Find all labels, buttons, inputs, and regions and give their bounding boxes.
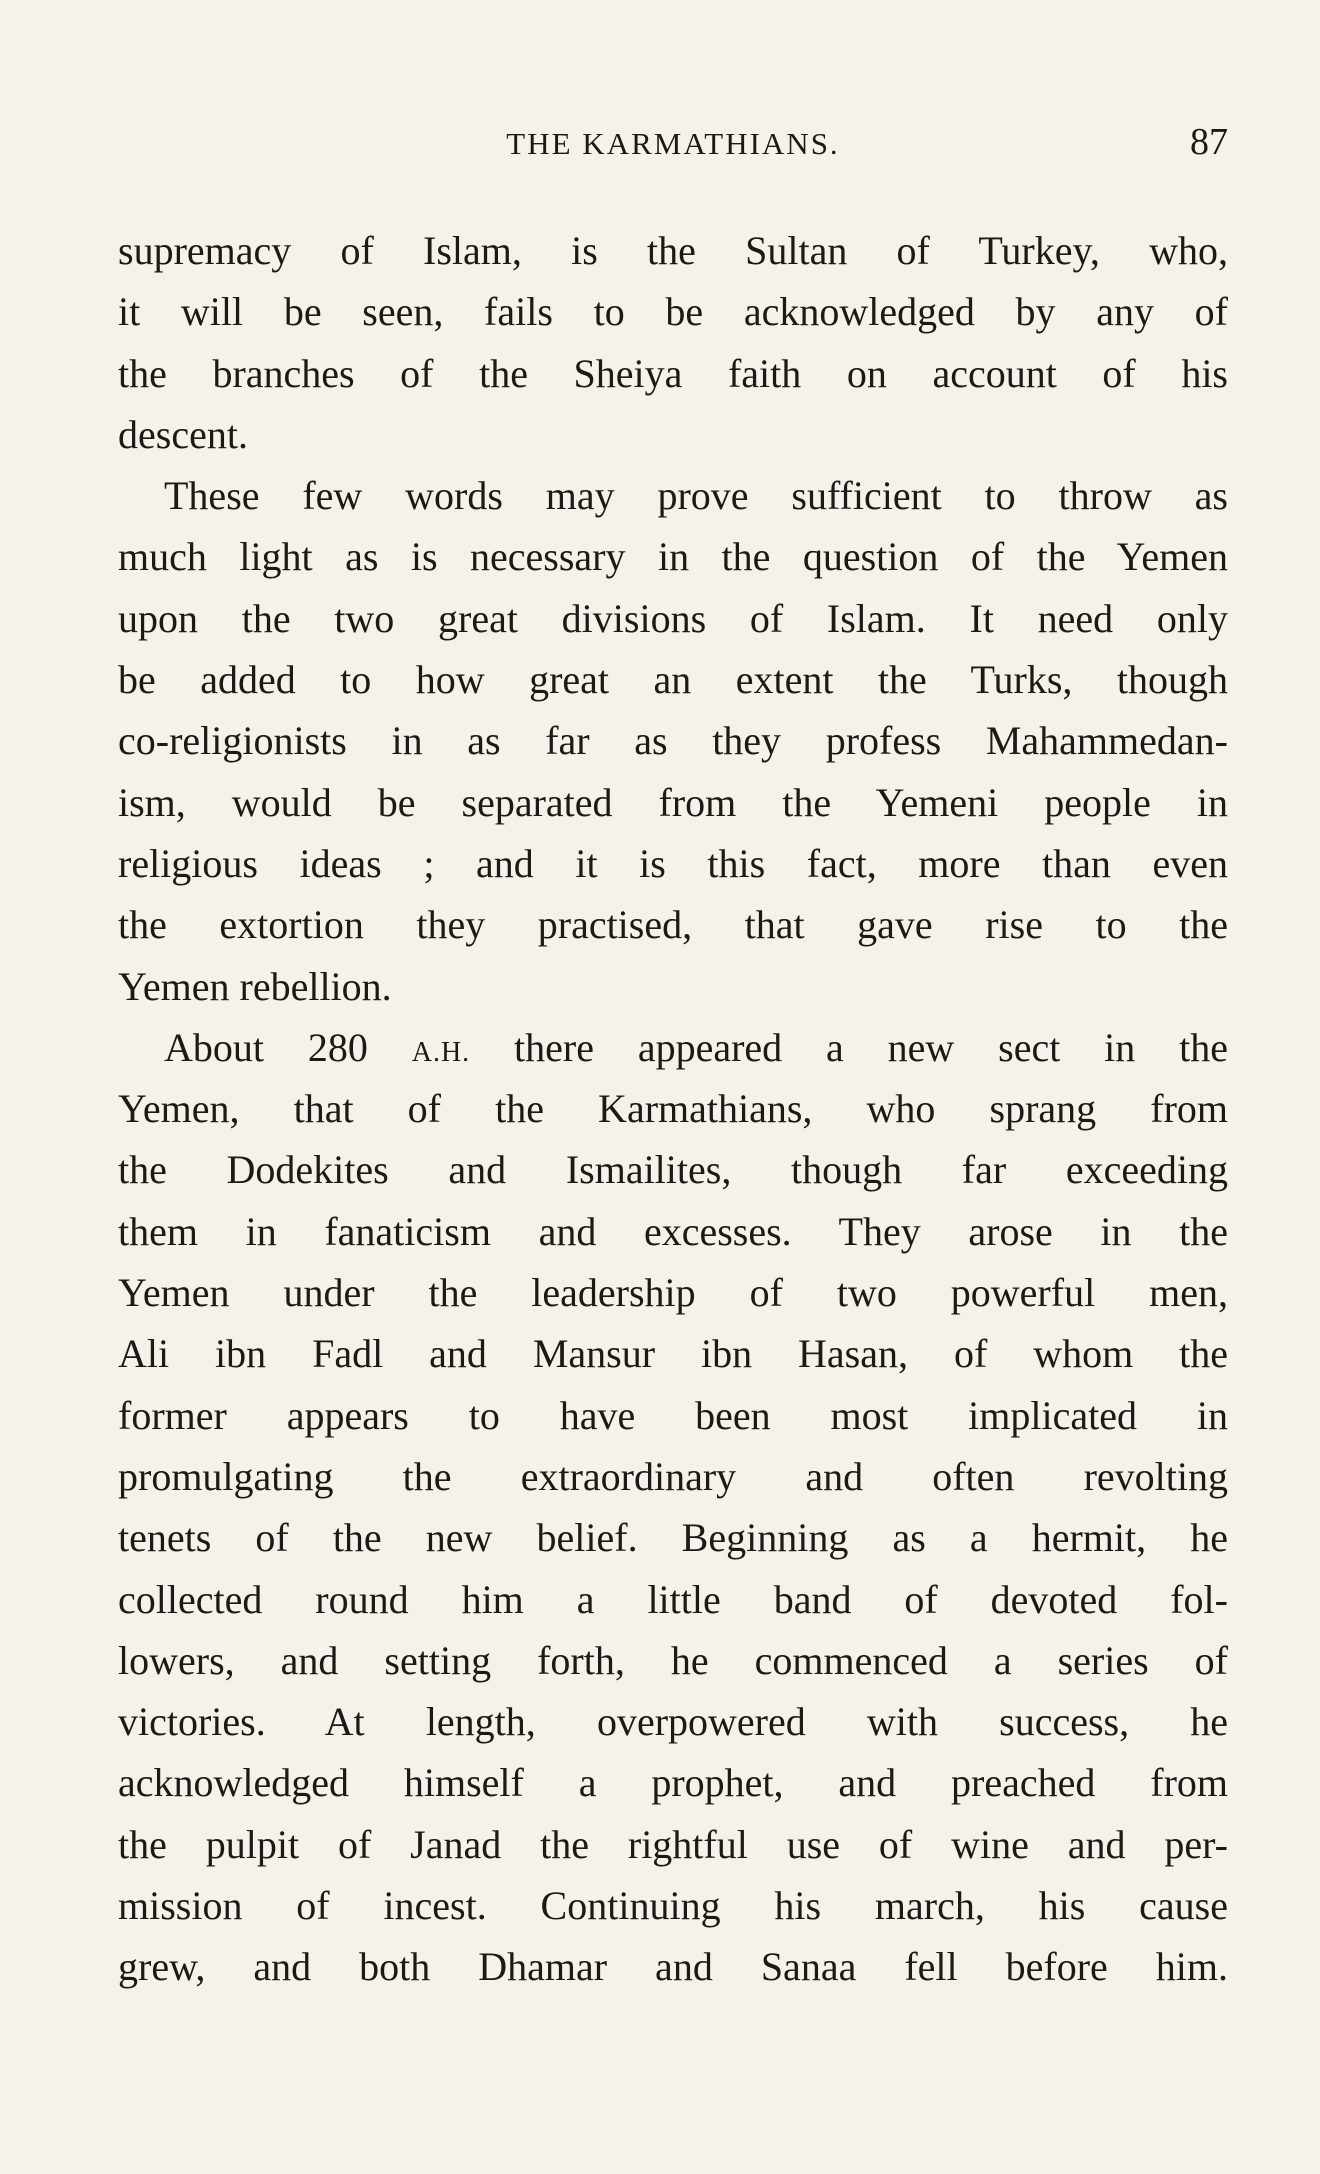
body-text xyxy=(118,220,1228,1998)
text-line: upon the two great divisions of Islam. It need only xyxy=(118,595,1228,641)
text-line: Ali ibn Fadl and Mansur ibn Hasan, of whom the xyxy=(118,1331,1228,1377)
text-line: Yemen under the leadership of two powerful men, xyxy=(118,1270,1228,1316)
text-line: victories. At length, overpowered with success, he xyxy=(118,1699,1228,1745)
text-line: ism, would be separated from the Yemeni people in xyxy=(118,779,1228,825)
text-line: former appears to have been most implicated in xyxy=(118,1392,1228,1438)
page-number: 87 xyxy=(1190,121,1228,163)
text-line: promulgating the extraordinary and often revolting xyxy=(118,1453,1228,1499)
text-line: collected round him a little band of devoted fol- xyxy=(118,1576,1228,1622)
text-run: About 280 xyxy=(164,1024,412,1070)
text-line: supremacy of Islam, is the Sultan of Turkey, who, xyxy=(118,228,1228,273)
running-title: THE KARMATHIANS. xyxy=(506,126,840,161)
text-line: lowers, and setting forth, he commenced a series of xyxy=(118,1637,1228,1683)
text-run: there appeared a new sect in the xyxy=(470,1024,1229,1070)
text-line xyxy=(118,1017,1228,1078)
text-line: tenets of the new belief. Beginning as a hermit, he xyxy=(118,1515,1228,1561)
text-line: co-religionists in as far as they profess Mahammedan- xyxy=(118,718,1228,764)
text-line: grew, and both Dhamar and Sanaa fell before him. xyxy=(118,1944,1228,1990)
text-line: be added to how great an extent the Turks, though xyxy=(118,657,1228,703)
text-line: Yemen, that of the Karmathians, who sprang from xyxy=(118,1086,1228,1132)
text-line: Yemen rebellion. xyxy=(118,963,392,1009)
text-line: the pulpit of Janad the rightful use of wine and per- xyxy=(118,1821,1228,1867)
text-line: These few words may prove sufficient to throw as xyxy=(164,473,1228,519)
text-line: mission of incest. Continuing his march, his cause xyxy=(118,1883,1228,1929)
text-line: it will be seen, fails to be acknowledged by any of xyxy=(118,289,1228,335)
text-line: acknowledged himself a prophet, and preached from xyxy=(118,1760,1228,1806)
text-line: the branches of the Sheiya faith on account of his xyxy=(118,350,1228,396)
text-line: the extortion they practised, that gave rise to the xyxy=(118,902,1228,948)
text-line: the Dodekites and Ismailites, though far exceeding xyxy=(118,1147,1228,1193)
text-line: them in fanaticism and excesses. They arose in the xyxy=(118,1208,1228,1254)
small-caps-abbreviation: A.H. xyxy=(411,1036,471,1068)
text-line: religious ideas ; and it is this fact, more than even xyxy=(118,840,1228,886)
text-line: much light as is necessary in the question of the Yemen xyxy=(118,534,1228,580)
running-head xyxy=(118,121,1228,166)
text-line: descent. xyxy=(118,411,248,457)
